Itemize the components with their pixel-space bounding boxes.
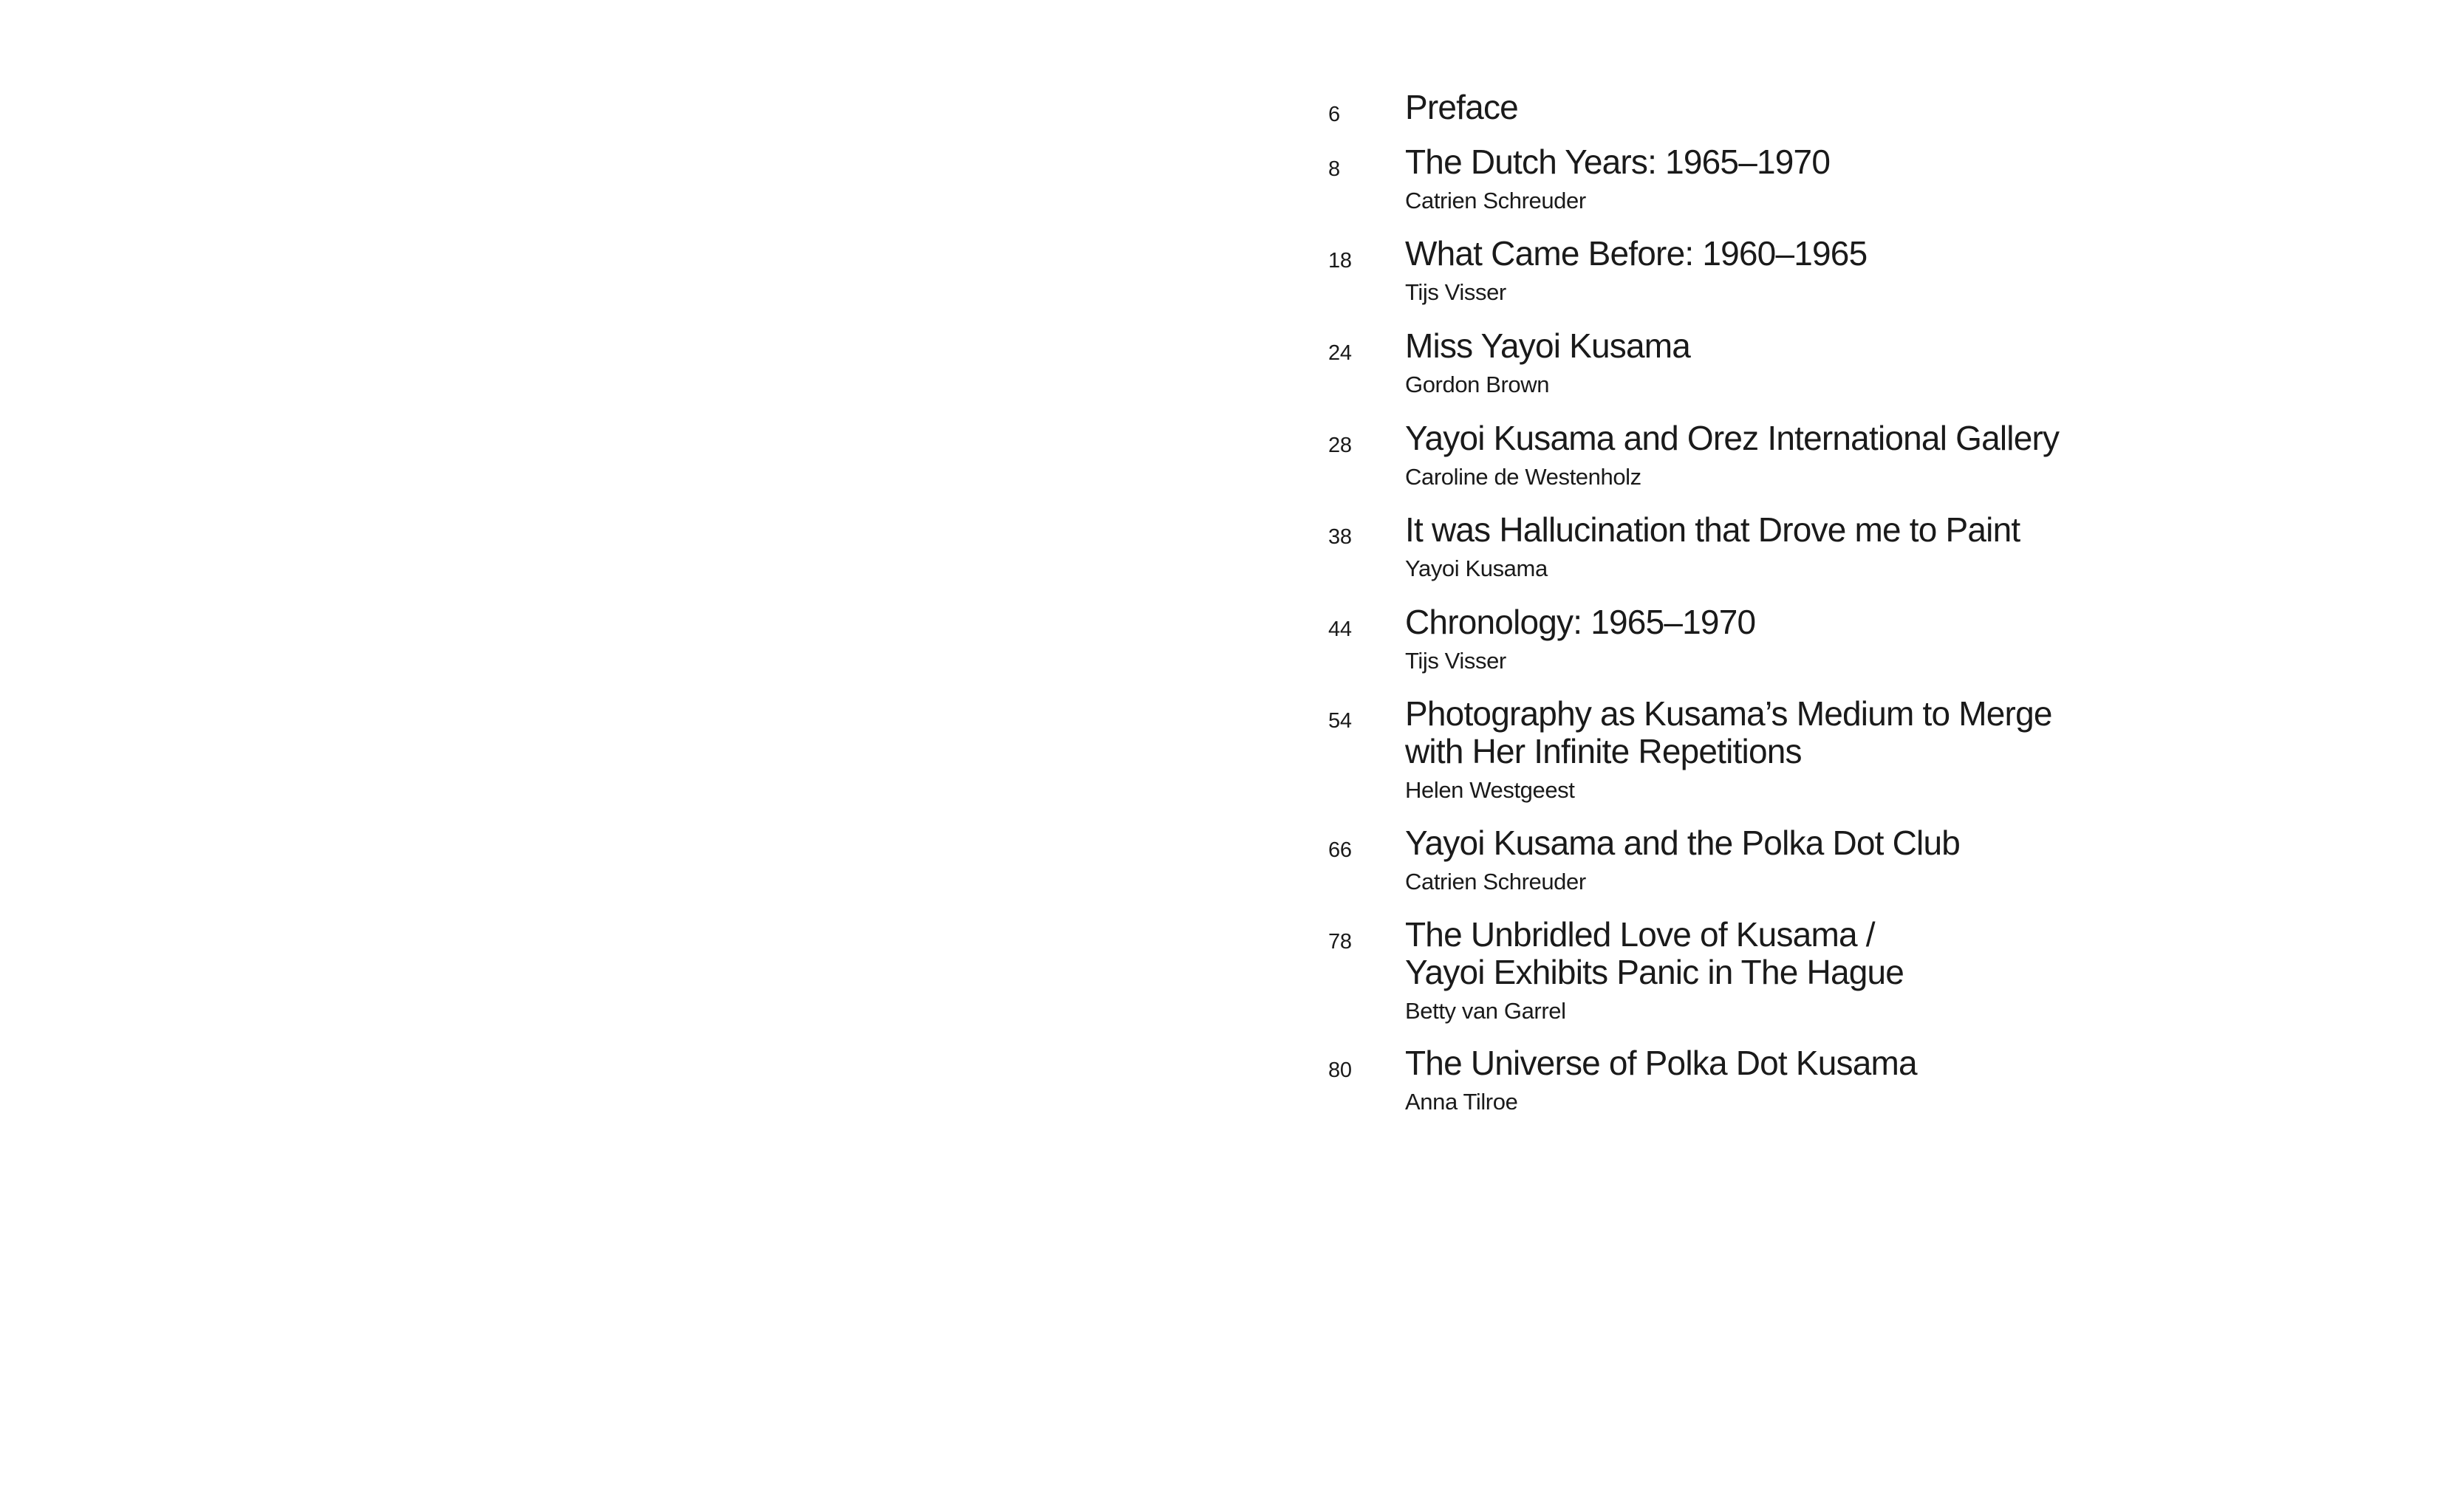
toc-author: Caroline de Westenholz: [1405, 464, 1641, 490]
toc-page-number: 6: [1328, 103, 1340, 126]
table-of-contents: [1221, 0, 2443, 1512]
toc-author: Catrien Schreuder: [1405, 869, 1586, 894]
toc-page-number: 44: [1328, 618, 1352, 641]
toc-title: Photography as Kusama’s Medium to Merge with Her Infinite Repetitions: [1405, 694, 2052, 770]
toc-page-number: 8: [1328, 157, 1340, 181]
toc-title: The Unbridled Love of Kusama / Yayoi Exhibits Panic in The Hague: [1405, 915, 1904, 991]
toc-page-number: 66: [1328, 838, 1352, 862]
toc-title: Chronology: 1965–1970: [1405, 603, 1756, 641]
toc-author: Anna Tilroe: [1405, 1089, 1518, 1115]
toc-page-number: 78: [1328, 930, 1352, 954]
toc-author: Catrien Schreuder: [1405, 188, 1586, 213]
right-page: [1221, 0, 2443, 1512]
toc-title: The Dutch Years: 1965–1970: [1405, 143, 1831, 181]
toc-author: Tijs Visser: [1405, 648, 1506, 674]
toc-page-number: 28: [1328, 434, 1352, 457]
toc-title: Miss Yayoi Kusama: [1405, 326, 1691, 365]
toc-title: It was Hallucination that Drove me to Paint: [1405, 510, 2020, 549]
toc-page-number: 38: [1328, 525, 1352, 549]
toc-title: Preface: [1405, 88, 1518, 126]
toc-author: Helen Westgeest: [1405, 777, 1575, 803]
toc-author: Betty van Garrel: [1405, 998, 1566, 1024]
toc-title: Yayoi Kusama and Orez International Gallery: [1405, 419, 2060, 457]
toc-title: Yayoi Kusama and the Polka Dot Club: [1405, 824, 1961, 862]
toc-title: The Universe of Polka Dot Kusama: [1405, 1044, 1917, 1082]
toc-page-number: 80: [1328, 1058, 1352, 1082]
toc-author: Gordon Brown: [1405, 372, 1550, 397]
left-page-blank: [0, 0, 1221, 1512]
toc-page-number: 54: [1328, 709, 1352, 733]
toc-page-number: 18: [1328, 249, 1352, 273]
toc-author: Tijs Visser: [1405, 279, 1506, 305]
toc-author: Yayoi Kusama: [1405, 555, 1548, 581]
toc-title: What Came Before: 1960–1965: [1405, 234, 1868, 273]
toc-page-number: 24: [1328, 341, 1352, 365]
